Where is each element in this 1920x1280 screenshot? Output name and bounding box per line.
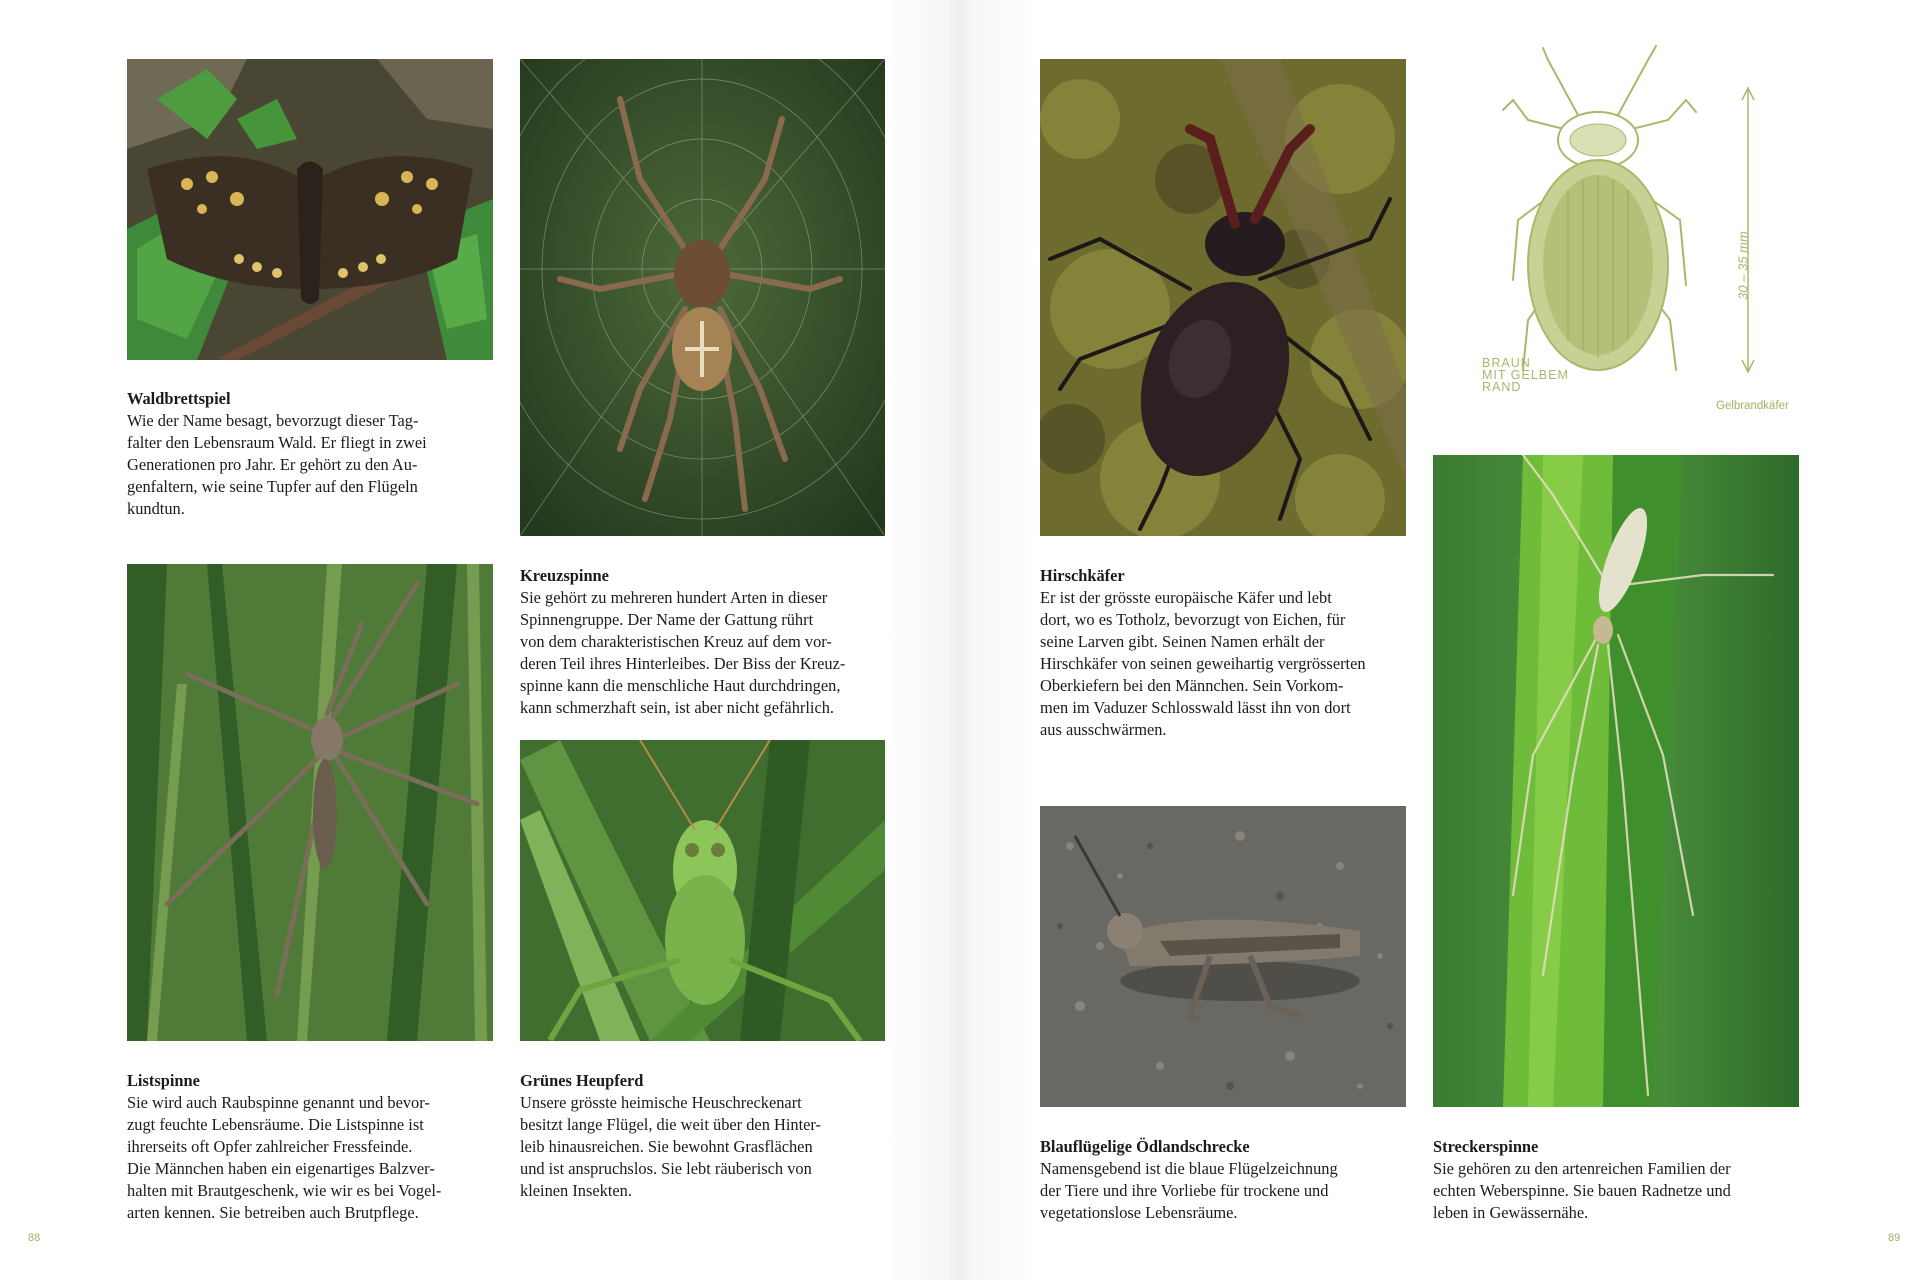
- caption-line: falter den Lebensraum Wald. Er fliegt in zwei: [127, 433, 427, 452]
- caption-hirschkaefer: [1040, 565, 1420, 741]
- caption-line: und ist anspruchslos. Sie lebt räuberisch von: [520, 1159, 812, 1178]
- caption-line: kleinen Insekten.: [520, 1181, 632, 1200]
- sketch-note-line: RAND: [1482, 380, 1522, 394]
- caption-line: echten Weberspinne. Sie bauen Radnetze und: [1433, 1181, 1731, 1200]
- caption-line: genfaltern, wie seine Tupfer auf den Flügeln: [127, 477, 418, 496]
- caption-title: Kreuzspinne: [520, 566, 609, 585]
- caption-line: kann schmerzhaft sein, ist aber nicht gefährlich.: [520, 698, 835, 717]
- caption-line: seine Larven gibt. Seinen Namen erhält der: [1040, 632, 1325, 651]
- caption-line: Die Männchen haben ein eigenartiges Balzver-: [127, 1159, 435, 1178]
- caption-title: Blauflügelige Ödlandschrecke: [1040, 1137, 1250, 1156]
- page-number-right: 89: [1888, 1232, 1901, 1244]
- caption-line: kundtun.: [127, 499, 185, 518]
- photo-gruenes-heupferd: [520, 740, 885, 1041]
- left-page: [0, 0, 958, 1280]
- photo-streckerspinne: [1433, 455, 1799, 1107]
- caption-line: deren Teil ihres Hinterleibes. Der Biss der Kreuz-: [520, 654, 846, 673]
- caption-oedlandschrecke: [1040, 1136, 1420, 1224]
- caption-line: aus ausschwärmen.: [1040, 720, 1167, 739]
- caption-line: besitzt lange Flügel, die weit über den Hinter-: [520, 1115, 821, 1134]
- caption-line: Generationen pro Jahr. Er gehört zu den Au-: [127, 455, 418, 474]
- photo-hirschkaefer: [1040, 59, 1406, 536]
- photo-listspinne: [127, 564, 493, 1041]
- caption-gruenes-heupferd: [520, 1070, 890, 1202]
- caption-streckerspinne: [1433, 1136, 1813, 1224]
- caption-line: Er ist der grösste europäische Käfer und lebt: [1040, 588, 1332, 607]
- caption-kreuzspinne: [520, 565, 890, 719]
- caption-line: Wie der Name besagt, bevorzugt dieser Tag-: [127, 411, 419, 430]
- caption-line: spinne kann die menschliche Haut durchdringen,: [520, 676, 841, 695]
- photo-waldbrettspiel: [127, 59, 493, 360]
- sketch-note-line: MIT GELBEM: [1482, 368, 1569, 382]
- caption-line: leib hinausreichen. Sie bewohnt Grasflächen: [520, 1137, 813, 1156]
- caption-line: Hirschkäfer von seinen geweihartig vergrösserten: [1040, 654, 1366, 673]
- caption-line: Sie gehören zu den artenreichen Familien der: [1433, 1159, 1731, 1178]
- caption-title: Waldbrettspiel: [127, 389, 231, 408]
- caption-line: vegetationslose Lebensräume.: [1040, 1203, 1238, 1222]
- page-number-left: 88: [28, 1232, 41, 1244]
- caption-line: ihrerseits oft Opfer zahlreicher Fressfeinde.: [127, 1137, 413, 1156]
- caption-line: Sie wird auch Raubspinne genannt und bevor-: [127, 1093, 430, 1112]
- right-page: [958, 0, 1920, 1280]
- photo-kreuzspinne: [520, 59, 885, 536]
- caption-line: leben in Gewässernähe.: [1433, 1203, 1589, 1222]
- sketch-size-note: 30 – 35 mm: [1735, 231, 1751, 300]
- caption-listspinne: [127, 1070, 497, 1224]
- caption-line: von dem charakteristischen Kreuz auf dem vor-: [520, 632, 832, 651]
- caption-waldbrettspiel: [127, 388, 493, 520]
- caption-title: Listspinne: [127, 1071, 200, 1090]
- caption-line: Spinnengruppe. Der Name der Gattung rührt: [520, 610, 814, 629]
- caption-line: Namensgebend ist die blaue Flügelzeichnung: [1040, 1159, 1338, 1178]
- caption-line: Oberkiefern bei den Männchen. Sein Vorkom-: [1040, 676, 1344, 695]
- caption-title: Grünes Heupferd: [520, 1071, 644, 1090]
- sketch-note-line: BRAUN: [1482, 356, 1531, 370]
- caption-line: Sie gehört zu mehreren hundert Arten in dieser: [520, 588, 828, 607]
- caption-line: der Tiere und ihre Vorliebe für trockene und: [1040, 1181, 1329, 1200]
- sketch-label: Gelbrandkäfer: [1716, 400, 1789, 412]
- caption-line: Unsere grösste heimische Heuschreckenart: [520, 1093, 802, 1112]
- caption-line: arten kennen. Sie betreiben auch Brutpflege.: [127, 1203, 419, 1222]
- caption-line: zugt feuchte Lebensräume. Die Listspinne ist: [127, 1115, 424, 1134]
- caption-line: men im Vaduzer Schlosswald lässt ihn von dort: [1040, 698, 1351, 717]
- caption-title: Hirschkäfer: [1040, 566, 1125, 585]
- sketch-note: [1482, 357, 1602, 393]
- caption-line: dort, wo es Totholz, bevorzugt von Eichen, für: [1040, 610, 1346, 629]
- caption-title: Streckerspinne: [1433, 1137, 1539, 1156]
- photo-oedlandschrecke: [1040, 806, 1406, 1107]
- caption-line: halten mit Brautgeschenk, wie wir es bei Vogel-: [127, 1181, 442, 1200]
